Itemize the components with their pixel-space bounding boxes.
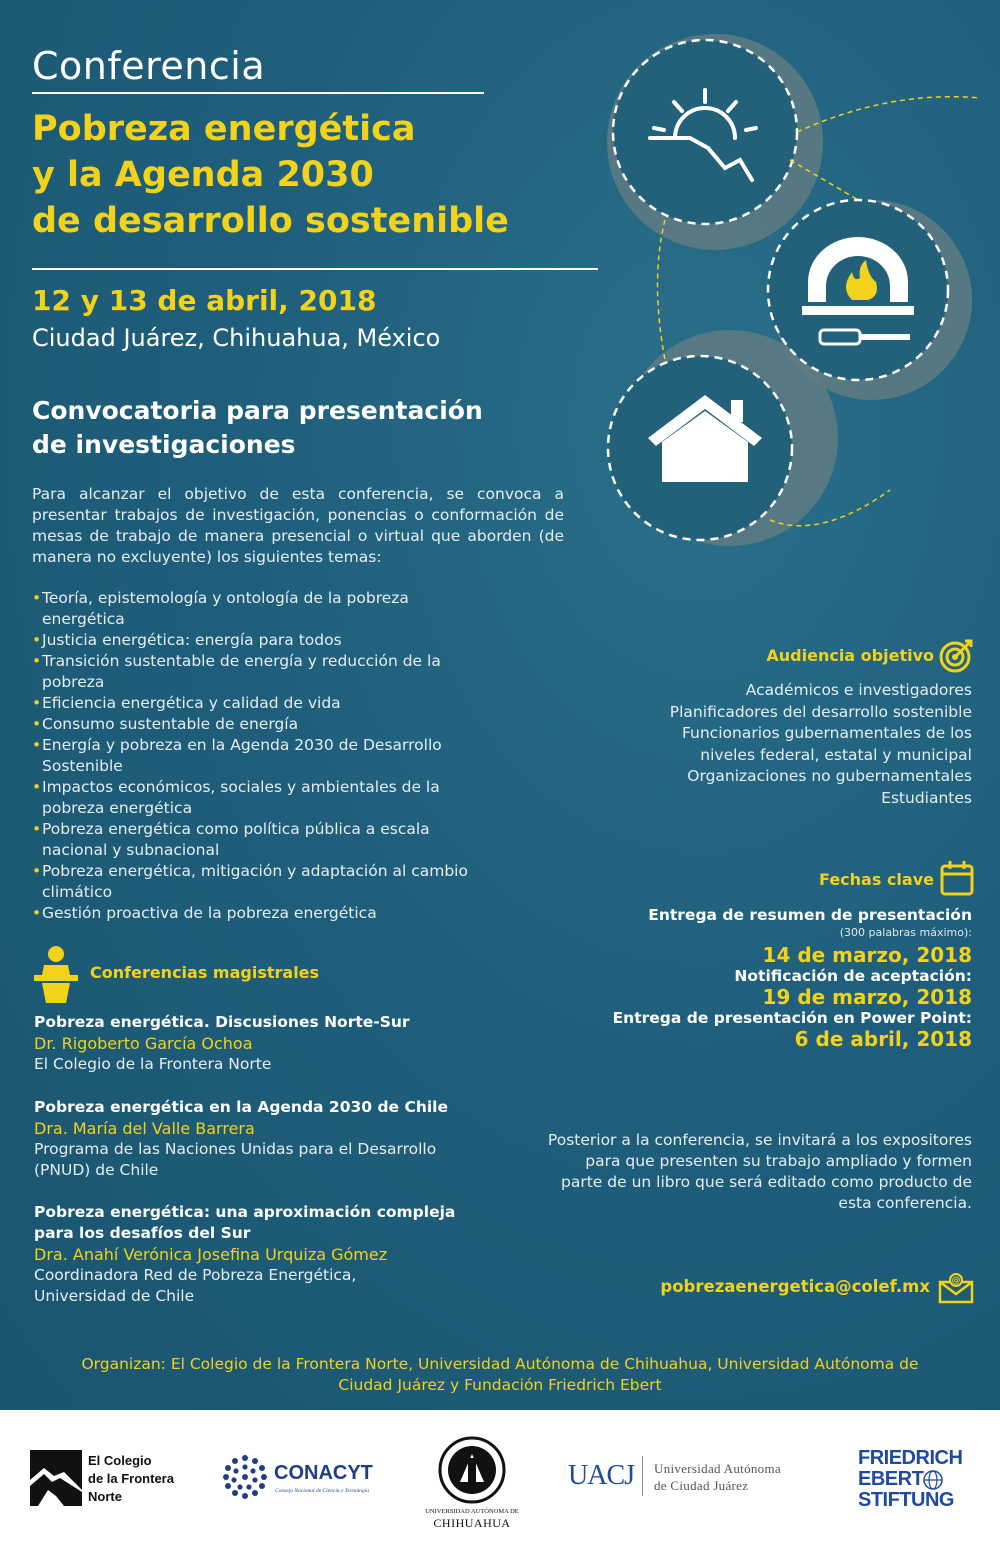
colef-mountain-icon — [30, 1450, 82, 1506]
talk-speaker: Dra. María del Valle Barrera — [34, 1119, 255, 1138]
event-place: Ciudad Juárez, Chihuahua, México — [32, 324, 441, 352]
svg-text:@: @ — [951, 1276, 961, 1286]
uacj-name-line-2: de Ciudad Juárez — [654, 1478, 749, 1493]
fes-line-2: EBERT — [858, 1468, 924, 1490]
audience-heading: Audiencia objetivo — [766, 646, 934, 665]
audience-item: Organizaciones no gubernamentales — [687, 767, 972, 785]
uacj-name-line-1: Universidad Autónoma — [654, 1461, 781, 1476]
keynote-talk — [34, 1202, 494, 1307]
calendar-icon — [940, 860, 974, 896]
event-dates: 12 y 13 de abril, 2018 — [32, 284, 377, 317]
conference-label: Conferencia — [32, 44, 266, 88]
colef-line-1: El Colegio — [88, 1453, 152, 1468]
closing-text: Posterior a la conferencia, se invitará a los expositores para que presenten su trabajo ampliado y formen parte de un libro que será editado como producto de esta conferencia. — [547, 1131, 972, 1212]
fes-line-1: FRIEDRICH — [858, 1447, 963, 1469]
sponsor-logos — [0, 1410, 1000, 1545]
topic-item: • Pobreza energética como política pública a escala nacional y subnacional — [32, 819, 482, 861]
uacj-divider — [642, 1456, 643, 1496]
audience-list — [532, 680, 972, 809]
talk-title: Pobreza energética en la Agenda 2030 de Chile — [34, 1098, 449, 1116]
illustration-cluster — [590, 20, 1000, 580]
organizers-text: Organizan: El Colegio de la Frontera Norte, Universidad Autónoma de Chihuahua, Universidad Autónoma de Ciudad Juárez y Fundación Friedrich Ebert — [81, 1355, 919, 1394]
keynotes-heading: Conferencias magistrales — [90, 963, 320, 982]
colef-line-2: de la Frontera — [88, 1471, 174, 1486]
conacyt-logo — [222, 1454, 392, 1504]
uacj-acronym: UACJ — [568, 1460, 635, 1491]
topic-item: • Consumo sustentable de energía — [32, 714, 482, 735]
notification-date: 19 de marzo, 2018 — [762, 985, 972, 1009]
audience-item: Funcionarios gubernamentales de los niveles federal, estatal y municipal — [681, 724, 972, 764]
contact-email-link[interactable]: pobrezaenergetica@colef.mx — [660, 1277, 930, 1296]
conacyt-name: CONACYT — [274, 1462, 373, 1484]
talk-title: Pobreza energética: una aproximación compleja para los desafíos del Sur — [34, 1203, 456, 1242]
fes-logo — [858, 1448, 978, 1518]
talk-title: Pobreza energética. Discusiones Norte-Sur — [34, 1013, 410, 1031]
title-line-1: Pobreza energética — [32, 109, 416, 149]
call-title-line-2: de investigaciones — [32, 430, 296, 459]
podium-speaker-icon — [32, 945, 80, 1005]
conference-title — [32, 106, 509, 244]
call-title — [32, 394, 483, 462]
abstract-date: 14 de marzo, 2018 — [762, 943, 972, 967]
abstract-label: Entrega de resumen de presentación — [648, 906, 972, 924]
call-intro: Para alcanzar el objetivo de esta conferencia, se convoca a presentar trabajos de investigación, ponencias o conformación de mesas de trabajo de manera presencial o virtual que aborden (de manera no excluyente) los siguientes temas: — [32, 485, 564, 566]
email-envelope-icon — [938, 1272, 974, 1304]
audience-item: Estudiantes — [881, 788, 972, 807]
title-line-2: y la Agenda 2030 — [32, 155, 374, 195]
conacyt-dots-icon — [222, 1454, 268, 1500]
target-icon — [938, 638, 974, 674]
title-rule-bottom — [32, 268, 598, 270]
ppt-date: 6 de abril, 2018 — [794, 1027, 972, 1051]
audience-item: Planificadores del desarrollo sostenible — [669, 702, 972, 721]
key-dates-heading: Fechas clave — [819, 870, 934, 889]
globe-icon — [922, 1469, 944, 1491]
key-dates-block — [613, 906, 972, 1051]
keynote-talk — [34, 1097, 464, 1181]
topic-item: • Eficiencia energética y calidad de vida — [32, 693, 482, 714]
talk-speaker: Dra. Anahí Verónica Josefina Urquiza Gómez — [34, 1245, 388, 1264]
keynote-talk — [34, 1012, 504, 1075]
notification-label: Notificación de aceptación: — [734, 967, 972, 985]
talk-affiliation: El Colegio de la Frontera Norte — [34, 1055, 272, 1073]
topic-item: • Impactos económicos, sociales y ambientales de la pobreza energética — [32, 777, 482, 819]
uacj-logo — [568, 1460, 828, 1504]
topic-item: • Pobreza energética, mitigación y adaptación al cambio climático — [32, 861, 482, 903]
topic-item: • Gestión proactiva de la pobreza energética — [32, 903, 482, 924]
uach-line-2: CHIHUAHUA — [433, 1516, 511, 1530]
title-rule-top — [32, 92, 484, 94]
audience-item: Académicos e investigadores — [745, 681, 972, 699]
colef-logo — [30, 1450, 200, 1510]
conacyt-subtitle: Consejo Nacional de Ciencia y Tecnología — [275, 1488, 370, 1494]
talk-affiliation: Coordinadora Red de Pobreza Energética, Universidad de Chile — [34, 1266, 357, 1305]
topic-item: • Energía y pobreza en la Agenda 2030 de Desarrollo Sostenible — [32, 735, 482, 777]
topic-item: • Teoría, epistemología y ontología de la pobreza energética — [32, 588, 482, 630]
call-title-line-1: Convocatoria para presentación — [32, 396, 483, 425]
uach-logo — [422, 1436, 522, 1536]
title-line-3: de desarrollo sostenible — [32, 201, 509, 241]
ppt-label: Entrega de presentación en Power Point: — [612, 1009, 972, 1027]
abstract-note: (300 palabras máximo): — [839, 926, 972, 939]
talk-speaker: Dr. Rigoberto García Ochoa — [34, 1034, 253, 1053]
topics-list — [32, 588, 482, 924]
topic-item: • Transición sustentable de energía y reducción de la pobreza — [32, 651, 482, 693]
topic-item: • Justicia energética: energía para todos — [32, 630, 482, 651]
talk-affiliation: Programa de las Naciones Unidas para el Desarrollo (PNUD) de Chile — [34, 1140, 437, 1179]
colef-line-3: Norte — [88, 1489, 122, 1504]
uach-seal-icon — [438, 1436, 506, 1504]
fes-line-3: STIFTUNG — [858, 1489, 954, 1511]
uach-line-1: UNIVERSIDAD AUTÓNOMA DE — [425, 1508, 519, 1515]
